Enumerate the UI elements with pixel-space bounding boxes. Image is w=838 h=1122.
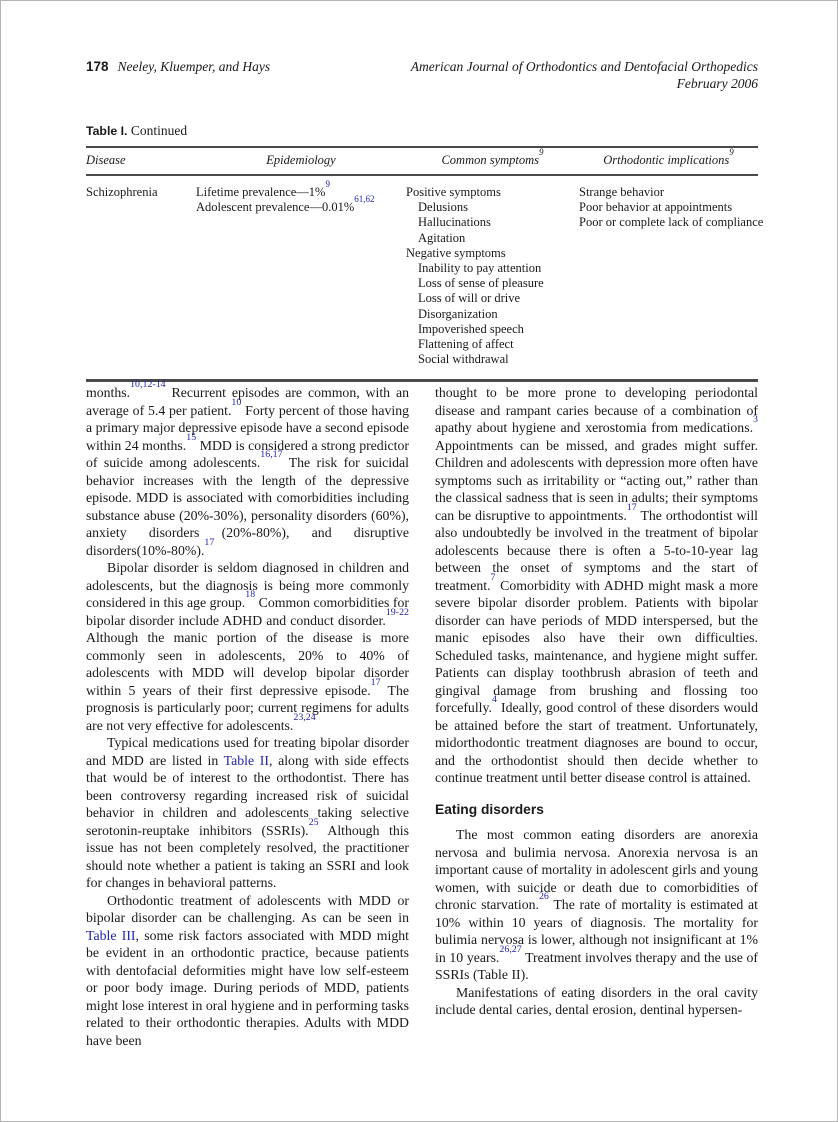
symptom-item: Positive symptoms	[406, 185, 501, 199]
symptom-item: Hallucinations	[418, 215, 491, 230]
implication-item: Strange behavior	[579, 185, 665, 199]
running-header-left	[86, 59, 270, 92]
section-heading: Eating disorders	[435, 801, 544, 817]
body-column-left	[86, 379, 409, 1049]
column-header-citation: 9	[539, 147, 544, 158]
cell-common-symptoms	[406, 185, 579, 367]
citation-reference[interactable]: 15	[186, 431, 197, 443]
citation-reference[interactable]: 19-22	[385, 606, 409, 618]
table-header-row	[86, 148, 758, 176]
symptom-item: Delusions	[418, 200, 468, 215]
table-cross-reference-link[interactable]: Table III	[86, 927, 136, 943]
table-cell-line: Adolescent prevalence—0.01%$^{61,62}$	[196, 194, 375, 215]
body-paragraph: Bipolar disorder is seldom diagnosed in children and adolescents, but the diagnosis is being more commonly considered in this age group.$^{18}$ Common comorbidities for bipolar disorder include ADHD and conduct disorder.$^{19-22}$ Although the manic portion of the disease is more commonly seen in adolescents, 20% to 40% of adolescents with MDD will develop bipolar disorder within 5 years of their first depressive episode.$^{17}$ The prognosis is particularly poor; current regimens for adults are not very effective for adolescents.$^{23,24}$	[86, 560, 409, 733]
citation-reference[interactable]: 17	[204, 536, 215, 548]
symptom-item: Negative symptoms	[406, 245, 506, 260]
page-number: 178	[86, 59, 109, 74]
running-header-right	[411, 59, 758, 92]
table-caption	[86, 123, 758, 139]
citation-reference[interactable]: 18	[245, 589, 256, 601]
citation-reference[interactable]: 4	[491, 694, 497, 706]
citation-reference[interactable]: 25	[308, 816, 319, 828]
column-header-orthodontic-implications: Orthodontic implications$^9$	[603, 147, 734, 167]
column-header-epidemiology: Epidemiology	[266, 153, 336, 167]
implication-item: Poor behavior at appointments	[579, 200, 733, 215]
symptom-item: Loss of will or drive	[418, 291, 521, 306]
table-caption-text: Continued	[130, 123, 188, 138]
cell-orthodontic-implications	[579, 185, 764, 367]
table-1-continued	[86, 123, 764, 382]
citation-reference[interactable]: 61,62	[354, 194, 375, 205]
body-paragraph: months.$^{10,12-14}$ Recurrent episodes are common, with an average of 5.4 per patient.$^{10}$ Forty percent of those having a primary major depressive episode have a second episode within 24 months.$^{15}$ MDD is considered a strong predictor of suicide among adolescents.$^{16,17}$ The risk for suicidal behavior increases with the length of the depressive episode. MDD is associated with comorbidities including substance abuse (20%-30%), personality disorders (60%), anxiety disorders (20%-80%), and disruptive disorders(10%-80%).$^{17}$	[86, 379, 409, 558]
column-header-common-symptoms: Common symptoms$^9$	[441, 147, 544, 167]
table-cell-line: Lifetime prevalence—1%$^9$	[196, 179, 330, 199]
column-header-disease: Disease	[86, 153, 126, 167]
running-authors: Neeley, Kluemper, and Hays	[117, 59, 271, 74]
issue-date: February 2006	[676, 75, 758, 91]
symptom-item: Social withdrawal	[418, 352, 509, 367]
symptom-item: Disorganization	[418, 306, 498, 321]
table-cross-reference-link[interactable]: Table II	[223, 752, 269, 768]
body-paragraph: The most common eating disorders are anorexia nervosa and bulimia nervosa. Anorexia nervosa is an important cause of mortality in adolescent girls and young women, with suicide or death due to comorbidities of chronic starvation.$^{26}$ The rate of mortality is estimated at 10% within 10 years of diagnosis. The mortality for bulimia nervosa is lower, although not insignificant at 1% in 10 years.$^{26,27}$ Treatment involves therapy and the use of SSRIs (Table II).	[435, 827, 758, 982]
citation-reference[interactable]: 17	[370, 676, 381, 688]
symptom-item: Impoverished speech	[418, 321, 524, 336]
citation-reference[interactable]: 17	[626, 501, 637, 513]
symptom-item: Inability to pay attention	[418, 261, 542, 276]
citation-reference[interactable]: 9	[325, 179, 330, 190]
citation-reference[interactable]: 26	[538, 891, 549, 903]
body-paragraph: Manifestations of eating disorders in the oral cavity include dental caries, dental erosion, dentinal hypersen-	[435, 984, 758, 1017]
journal-title: American Journal of Orthodontics and Dentofacial Orthopedics	[410, 59, 758, 74]
column-header-citation: 9	[729, 147, 734, 158]
citation-reference[interactable]: 10,12-14	[130, 379, 166, 391]
cell-disease: Schizophrenia	[86, 185, 158, 199]
citation-reference[interactable]: 3	[753, 414, 758, 426]
citation-reference[interactable]: 26,27	[499, 943, 522, 955]
citation-reference[interactable]: 10	[231, 396, 242, 408]
table-row	[86, 176, 764, 382]
body-column-right	[435, 384, 758, 1019]
body-paragraph: Orthodontic treatment of adolescents with MDD or bipolar disorder can be challenging. As can be seen in Table III, some risk factors associated with MDD might be evident in an orthodontic practice, because patients with dentofacial deformities might have low self-esteem or poor body image. During periods of MDD, patients might lose interest in oral hygiene and in performing tasks related to their orthodontic therapies. Adults with MDD have been	[86, 892, 409, 1048]
citation-reference[interactable]: 16,17	[260, 449, 283, 461]
body-paragraph: Typical medications used for treating bipolar disorder and MDD are listed in Table II, along with side effects that would be of interest to the orthodontist. There has been controversy regarding increased risk of suicidal behavior in children and adolescents taking selective serotonin-reuptake inhibitors (SSRIs).$^{25}$ Although this issue has not been completely resolved, the practitioner should note whether a patient is taking an SSRI and look for changes in behavioral patterns.	[86, 735, 409, 890]
citation-reference[interactable]: 7	[490, 571, 496, 583]
symptom-item: Agitation	[418, 230, 466, 245]
table-caption-label: Table I.	[86, 124, 128, 138]
running-header	[86, 59, 758, 92]
cell-epidemiology	[196, 179, 406, 367]
body-paragraph: thought to be more prone to developing periodontal disease and rampant caries because of a combination of apathy about hygiene and xerostomia from medications.$^3$ Appointments can be missed, and grades might suffer. Children and adolescents with depression more often have symptoms such as irritability or “acting out,” rather than the classical sadness that is seen in adults; their symptoms can be disruptive to appointments.$^{17}$ The orthodontist will also undoubtedly be involved in the treatment of bipolar adolescents because there is often a 5-to-10-year lag between the onset of symptoms and the start of treatment.$^7$ Comorbidity with ADHD might mask a more severe bipolar disorder problem. Patients with bipolar disorder can have periods of MDD interspersed, but the manic episodes also have their own difficulties. Scheduled tasks, maintenance, and hygiene might suffer. Patients can display toothbrush abrasion of teeth and gingival damage from brushing and flossing too forcefully.$^4$ Ideally, good control of these disorders would be attained before the start of treatment. Unfortunately, midorthodontic treatment diagnoses are bound to occur, and the orthodontist should then decide whether to continue treatment until better disease control is attained.	[435, 385, 759, 785]
symptom-item: Flattening of affect	[418, 337, 514, 352]
table	[86, 146, 764, 382]
citation-reference[interactable]: 23,24	[293, 711, 316, 723]
symptom-item: Loss of sense of pleasure	[418, 276, 544, 291]
implication-item: Poor or complete lack of compliance	[579, 215, 764, 230]
